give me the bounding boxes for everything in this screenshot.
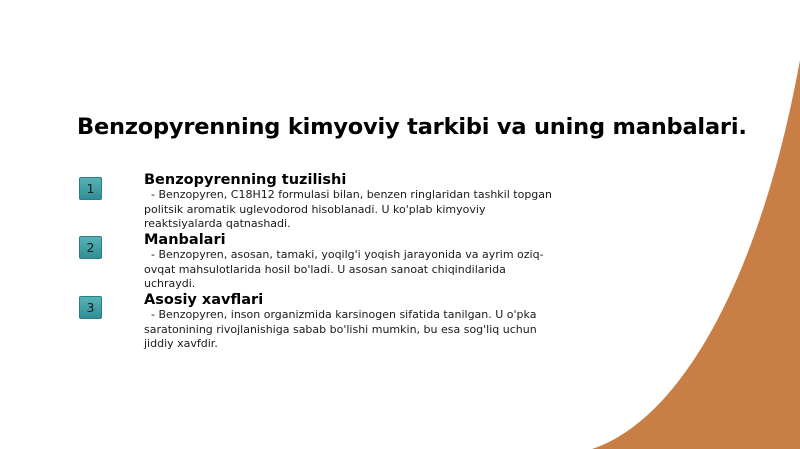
slide-title: Benzopyrenning kimyoviy tarkibi va uning manbalari. — [77, 114, 747, 140]
item-description: - Benzopyren, C18H12 formulasi bilan, benzen ringlaridan tashkil topgan politsik aromatik uglevodorod hisoblanadi. U ko'plab kimyoviy reaktsiyalarda qatnashadi. — [144, 188, 556, 230]
item-title: Benzopyrenning tuzilishi — [144, 172, 347, 188]
item-description: - Benzopyren, asosan, tamaki, yoqilg'i yoqish jarayonida va ayrim oziq-ovqat mahsulotlarida hosil bo'ladi. U asosan sanoat chiqindilarida uchraydi. — [144, 248, 544, 290]
item-description: - Benzopyren, inson organizmida karsinogen sifatida tanilgan. U o'pka saratonining rivojlanishiga sabab bo'lishi mumkin, bu esa sog'liq uchun jiddiy xavfdir. — [144, 308, 541, 350]
item-title: Asosiy xavflari — [144, 292, 264, 308]
item-title: Manbalari — [144, 232, 226, 248]
number-badge-2: 2 — [79, 236, 102, 259]
number-badge-1: 1 — [79, 177, 102, 200]
number-badge-3: 3 — [79, 296, 102, 319]
